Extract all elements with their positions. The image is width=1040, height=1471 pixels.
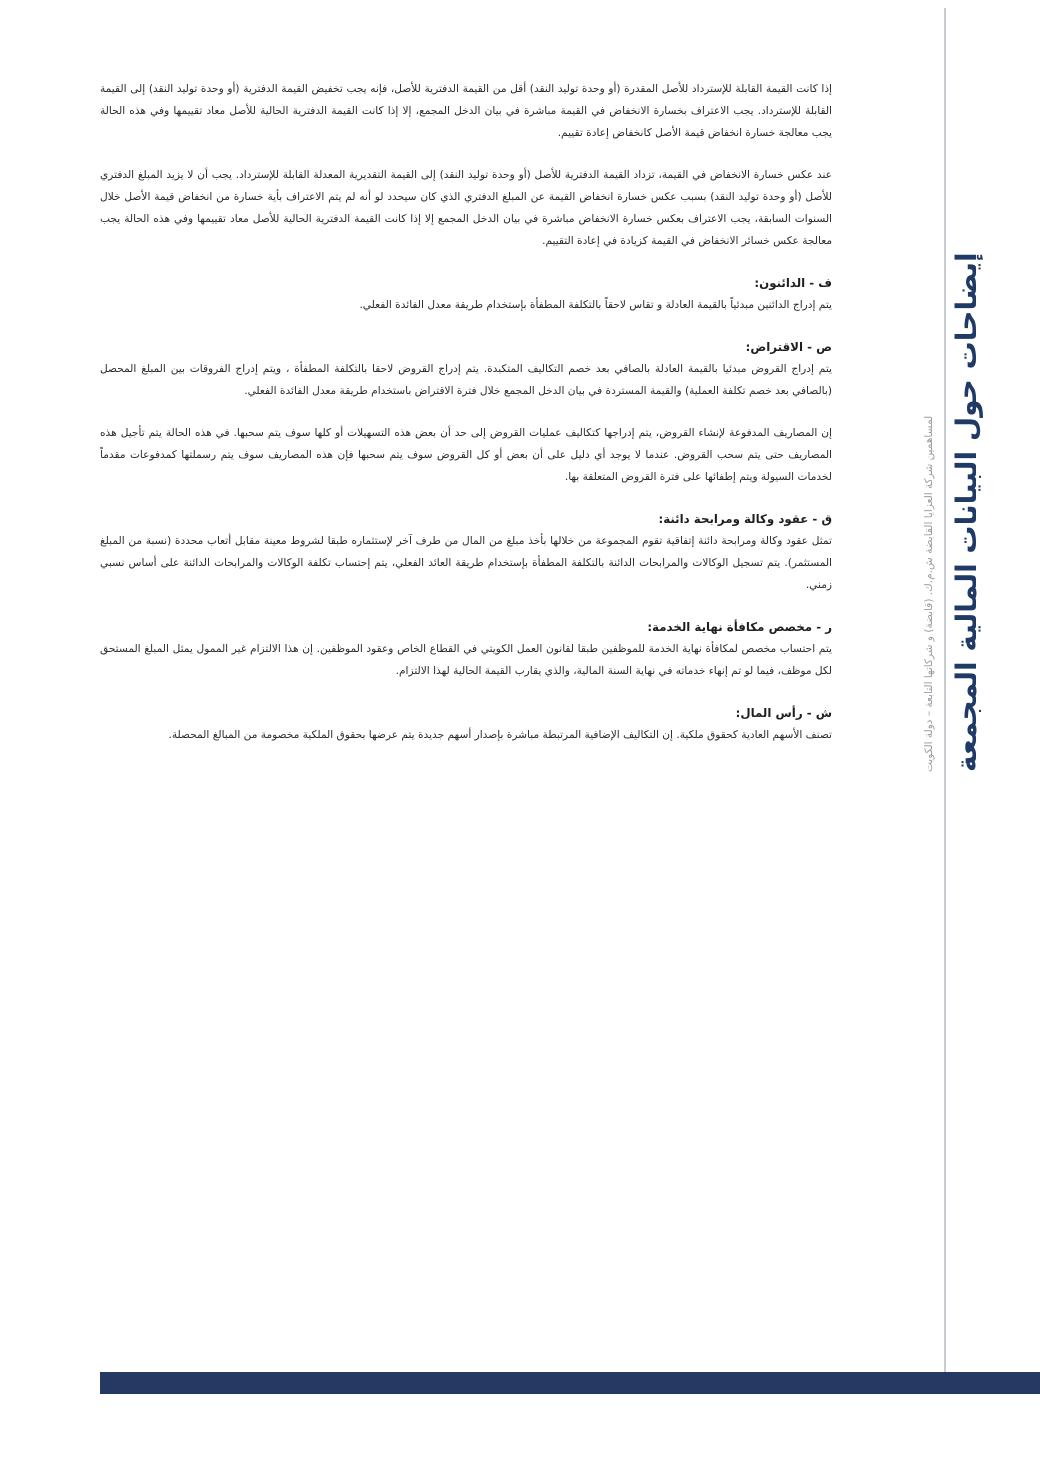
document-body [100,78,832,746]
borrowing-paragraph-2: إن المصاريف المدفوعة لإنشاء القروض، يتم إدراجها كتكاليف عمليات القروض إلى حد أن بعض هذه التسهيلات أو كلها سوف يتم سحبها. في هذه الحالة يتم تأجيل هذه المصاريف حتى يتم سحب القروض. عندما لا يوجد أي دليل على أن بعض أو كل القروض سوف يتم سحبها فإن هذه المصاريف سوف يتم رسملتها كمدفوعات مقدماً لخدمات السيولة ويتم إطفائها على فترة القروض المتعلقة بها. [100,427,832,483]
creditors-paragraph: يتم إدراج الدائنين مبدئياً بالقيمة العادلة و تقاس لاحقاً بالتكلفة المطفأة بإستخدام طريقة معدل الفائدة الفعلي. [359,299,832,311]
spacer [100,682,832,702]
sidebar-title: إيضاحات حول البيانات المالية المجمعة [950,252,983,772]
capital-paragraph: تصنف الأسهم العادية كحقوق ملكية. إن التكاليف الإضافية المرتبطة مباشرة بإصدار أسهم جديدة يتم عرضها بحقوق الملكية مخصومة من المبالغ المحصلة. [168,729,832,741]
spacer [100,316,832,336]
sidebar-divider [944,8,946,1383]
end-of-service-paragraph: يتم احتساب مخصص لمكافأة نهاية الخدمة للموظفين طبقا لقانون العمل الكويتي في القطاع الخاص وعقود الموظفين. إن هذا الالتزام غير الممول يمثل المبلغ المستحق لكل موظف، فيما لو تم إنهاء خدماته في نهاية السنة المالية، والذي يقارب القيمة الحالية لهذا الالتزام. [100,643,832,677]
sidebar-subtitle: لمساهمين شركة العزايا القابضة ش.م.ك. (قابضة) و شركاتها التابعة – دولة الكويت [923,415,935,772]
borrowing-heading: ص - الاقتراض: [745,340,832,354]
borrowing-paragraph-1: يتم إدراج القروض مبدئيا بالقيمة العادلة بالصافي بعد خصم التكاليف المتكبدة. يتم إدراج القروض لاحقا بالتكلفة المطفأة ، ويتم إدراج الفروقات بين المبلغ المحصل (بالصافي بعد خصم تكلفة العملية) والقيمة المستردة في بيان الدخل المجمع خلال فترة الاقتراض باستخدام طريقة معدل الفائدة الفعلي. [100,363,832,397]
spacer [100,488,832,508]
capital-heading: ش - رأس المال: [735,706,832,720]
creditors-heading: ف - الدائنون: [754,276,832,290]
wakala-paragraph: تمثل عقود وكالة ومرابحة دائنة إتفاقية تقوم المجموعة من خلالها بأخذ مبلغ من المال من طرف آخر لإستثماره طبقا لشروط معينة مقابل أتعاب محددة (نسبة من المبلغ المستثمر). يتم تسجيل الوكالات والمرابحات الدائنة بالتكلفة المطفأة بإستخدام طريقة العائد الفعلي، يتم إحتساب تكلفة الوكالات والمرابحات الدائنة على أساس نسبي زمني. [100,535,832,591]
wakala-heading: ق - عقود وكالة ومرابحة دائنة: [658,512,832,526]
impairment-paragraph-2: عند عكس خسارة الانخفاض في القيمة، تزداد القيمة الدفترية للأصل (أو وحدة توليد النقد) إلى القيمة التقديرية المعدلة القابلة للإسترداد. يجب أن لا يزيد المبلغ الدفتري للأصل (أو وحدة توليد النقد) بسبب عكس خسارة انخفاض القيمة عن المبلغ الدفتري الذي كان سيحدد لو أنه لم يتم الاعتراف بأية خسارة من انخفاض قيمة الأصل خلال السنوات السابقة، يجب الاعتراف بعكس خسارة الانخفاض مباشرة في بيان الدخل المجمع إلا إذا كانت القيمة الدفترية الحالية للأصل معاد تقييمها وفي هذه الحالة يجب معالجة عكس خسائر الانخفاض في القيمة كزيادة في إعادة التقييم. [100,169,832,247]
spacer [100,144,832,164]
spacer [100,252,832,272]
footer-bar [100,1372,1040,1394]
spacer [100,402,832,422]
end-of-service-heading: ر - مخصص مكافأة نهاية الخدمة: [647,620,832,634]
spacer [100,596,832,616]
impairment-paragraph-1: إذا كانت القيمة القابلة للإسترداد للأصل المقدرة (أو وحدة توليد النقد) أقل من القيمة الدفترية للأصل، فإنه يجب تخفيض القيمة الدفترية (أو وحدة توليد النقد) إلى القيمة القابلة للإسترداد. يجب الاعتراف بخسارة الانخفاض في القيمة مباشرة في بيان الدخل المجمع، إلا إذا كانت القيمة الدفترية الحالية للأصل معاد تقييمها وفي هذه الحالة يجب معالجة خسارة انخفاض قيمة الأصل كانخفاض إعادة تقييم. [100,83,832,139]
